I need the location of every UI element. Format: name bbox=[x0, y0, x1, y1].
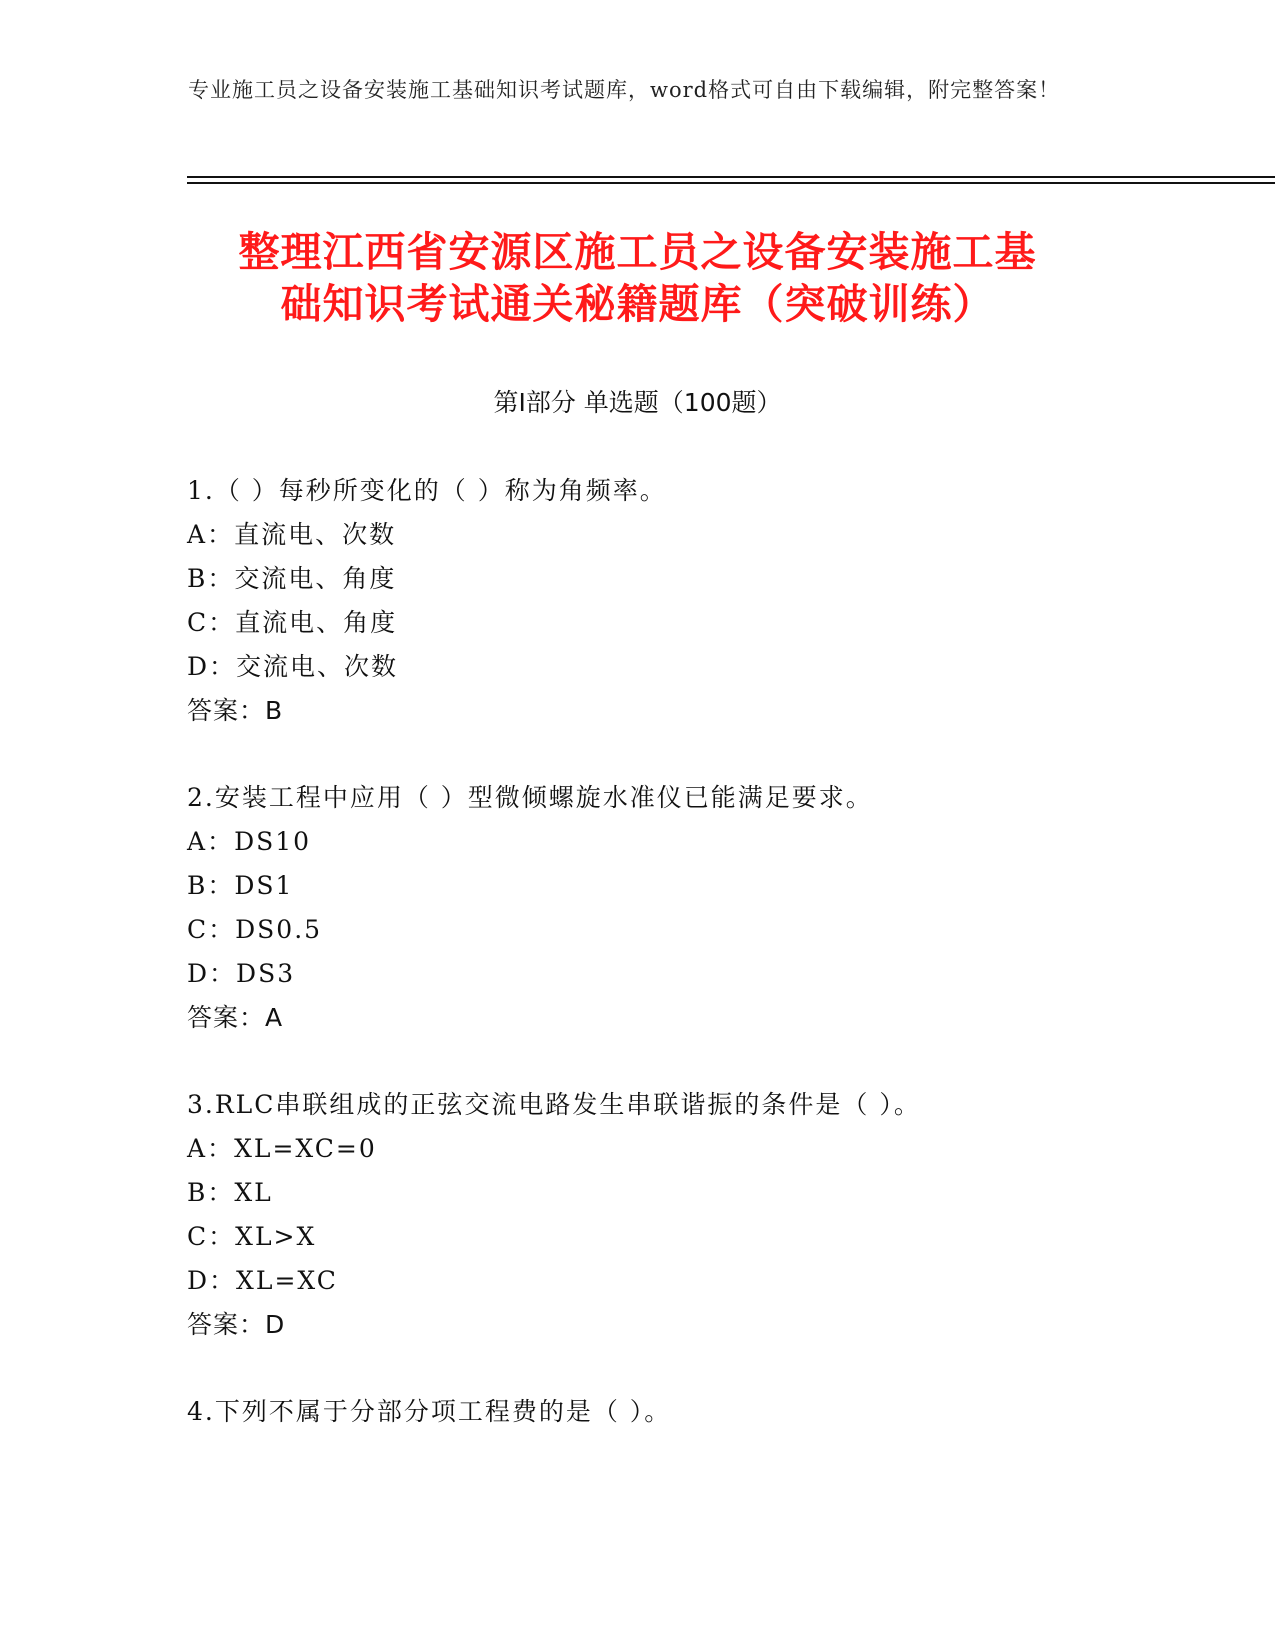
question-1-answer: 答案：B bbox=[187, 696, 284, 725]
question-2-answer: 答案：A bbox=[187, 1003, 284, 1032]
option-text: 直流电、角度 bbox=[235, 608, 398, 637]
option-label: C： bbox=[187, 1222, 236, 1251]
header-note: 专业施工员之设备安装施工基础知识考试题库，word格式可自由下载编辑，附完整答案！ bbox=[188, 78, 1061, 102]
question-2-option-c bbox=[187, 913, 322, 947]
header-rule-top bbox=[187, 176, 1275, 178]
option-label: B： bbox=[187, 1178, 235, 1207]
option-text: DS1 bbox=[234, 871, 294, 900]
option-text: XL=XC=0 bbox=[234, 1134, 377, 1163]
question-1-option-b bbox=[187, 562, 396, 596]
option-label: A： bbox=[187, 520, 235, 549]
option-label: D： bbox=[187, 1266, 237, 1295]
question-2-option-b bbox=[187, 869, 293, 903]
option-label: B： bbox=[187, 564, 235, 593]
question-1-option-c bbox=[187, 606, 397, 640]
question-2-option-d bbox=[187, 957, 295, 991]
question-3-answer: 答案：D bbox=[187, 1310, 286, 1339]
document-title bbox=[150, 226, 1125, 330]
document-title-line-1: 整理江西省安源区施工员之设备安装施工基 bbox=[238, 228, 1037, 276]
option-text: 直流电、次数 bbox=[234, 520, 397, 549]
question-1-option-a bbox=[187, 518, 396, 552]
option-text: XL>X bbox=[235, 1222, 317, 1251]
option-label: D： bbox=[187, 652, 237, 681]
question-4-stem: 4.下列不属于分部分项工程费的是（ ）。 bbox=[187, 1397, 672, 1426]
question-1-stem: 1.（ ）每秒所变化的（ ）称为角频率。 bbox=[187, 476, 667, 505]
option-text: DS10 bbox=[234, 827, 312, 856]
option-label: C： bbox=[187, 915, 236, 944]
section-title: 第Ⅰ部分 单选题（100题） bbox=[493, 388, 782, 417]
question-2-stem: 2.安装工程中应用（ ）型微倾螺旋水准仪已能满足要求。 bbox=[187, 783, 873, 812]
option-text: XL=XC bbox=[236, 1266, 338, 1295]
question-3-option-c bbox=[187, 1220, 316, 1254]
question-3-option-d bbox=[187, 1264, 338, 1298]
option-label: C： bbox=[187, 608, 236, 637]
option-text: 交流电、角度 bbox=[234, 564, 397, 593]
option-text: XL bbox=[234, 1178, 273, 1207]
question-3-option-a bbox=[187, 1132, 377, 1166]
option-label: D： bbox=[187, 959, 237, 988]
document-title-line-2: 础知识考试通关秘籍题库（突破训练） bbox=[280, 280, 995, 328]
question-1-option-d bbox=[187, 650, 398, 684]
question-3-stem: 3.RLC串联组成的正弦交流电路发生串联谐振的条件是（ ）。 bbox=[187, 1090, 921, 1119]
question-3-option-b bbox=[187, 1176, 273, 1210]
option-text: DS3 bbox=[236, 959, 296, 988]
question-2-option-a bbox=[187, 825, 311, 859]
option-label: B： bbox=[187, 871, 235, 900]
header-rule-bottom bbox=[187, 182, 1275, 184]
option-text: DS0.5 bbox=[235, 915, 323, 944]
option-text: 交流电、次数 bbox=[236, 652, 399, 681]
option-label: A： bbox=[187, 1134, 235, 1163]
option-label: A： bbox=[187, 827, 235, 856]
